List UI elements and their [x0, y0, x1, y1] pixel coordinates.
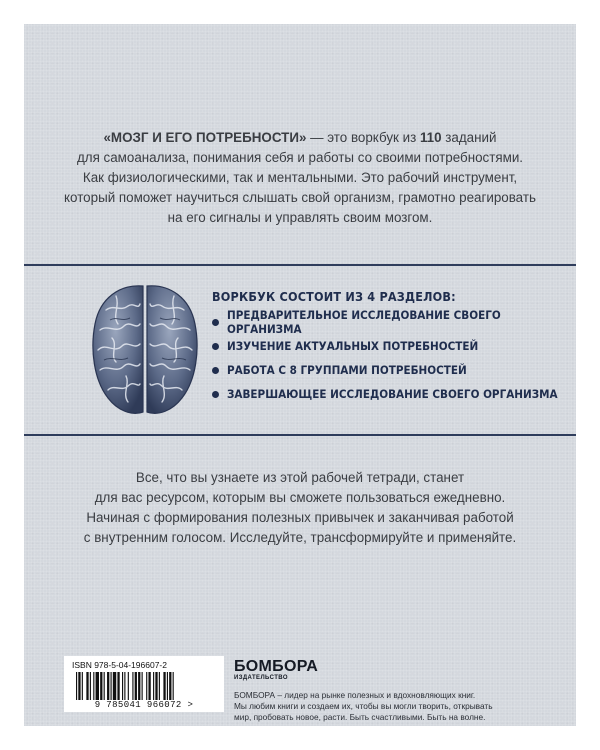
barcode-bar — [107, 672, 109, 700]
bullet-icon — [212, 391, 219, 398]
barcode-bar — [86, 672, 88, 700]
intro-line-5: на его сигналы и управлять своим мозгом. — [167, 210, 433, 225]
publisher-description — [234, 690, 534, 723]
barcode-bar — [104, 672, 105, 700]
publisher-logo — [234, 658, 318, 681]
barcode-bar — [148, 672, 150, 700]
intro-line-3: Как физиологическими, так и ментальными. Это рабочий инструмент, — [82, 170, 518, 185]
barcode-bar — [163, 672, 165, 700]
barcode-digits: 9 785041 966072 > — [94, 700, 194, 710]
section-item-4: ЗАВЕРШАЮЩЕЕ ИССЛЕДОВАНИЕ СВОЕГО ОРГАНИЗМА — [227, 387, 558, 401]
barcode-bar — [113, 672, 116, 700]
outro-line-4: с внутренним голосом. Исследуйте, трансформируйте и применяйте. — [83, 530, 517, 545]
isbn-label: ISBN 978-5-04-196607-2 — [72, 660, 167, 670]
publisher-subtitle: ИЗДАТЕЛЬСТВО — [234, 675, 288, 681]
publisher-desc-line-1: БОМБОРА – лидер на рынке полезных и вдохновляющих книг. — [234, 690, 476, 700]
barcode-bar — [146, 672, 147, 700]
barcode-bars — [68, 672, 220, 700]
barcode-bar — [117, 672, 119, 700]
task-count: 110 — [419, 130, 442, 145]
publisher-desc-line-2: Мы любим книги и создаем их, чтобы вы могли творить, открывать — [234, 701, 493, 711]
outro-line-2: для вас ресурсом, которым вы сможете пользоваться ежедневно. — [94, 490, 506, 505]
bottom-divider — [24, 434, 576, 436]
barcode-bar — [128, 672, 129, 700]
outro-paragraph — [64, 468, 536, 548]
top-divider — [24, 264, 576, 266]
barcode-bar — [132, 672, 133, 700]
barcode-bar — [96, 672, 99, 700]
barcode-bar — [82, 672, 83, 700]
barcode-bar — [142, 672, 143, 700]
section-item-1: ПРЕДВАРИТЕЛЬНОЕ ИССЛЕДОВАНИЕ СВОЕГО ОРГАНИЗМА — [227, 308, 501, 336]
sections-title: ВОРКБУК СОСТОИТ ИЗ 4 РАЗДЕЛОВ: — [212, 289, 456, 304]
section-item-2: ИЗУЧЕНИЕ АКТУАЛЬНЫХ ПОТРЕБНОСТЕЙ — [227, 339, 479, 353]
intro-line-1-text: — это воркбук из — [306, 130, 420, 145]
list-item — [212, 358, 576, 382]
barcode-bar — [138, 672, 140, 700]
outro-line-1: Все, что вы узнаете из этой рабочей тетради, станет — [135, 470, 465, 485]
bullet-icon — [212, 343, 219, 350]
list-item — [212, 334, 576, 358]
barcode-bar — [167, 672, 168, 700]
back-cover — [24, 24, 576, 726]
barcode-bar — [124, 672, 125, 700]
intro-line-4: который поможет научиться слышать свой организм, грамотно реагировать — [64, 190, 536, 205]
barcode-bar — [155, 672, 157, 700]
barcode-bar — [169, 672, 171, 700]
intro-line-2: для самоанализа, понимания себя и работы со своими потребностями. — [76, 150, 524, 165]
publisher-name: БОМБОРА — [234, 658, 319, 675]
barcode-bar — [78, 672, 80, 700]
list-item — [212, 310, 576, 334]
barcode-bar — [122, 672, 123, 700]
intro-line-1 — [64, 128, 536, 148]
barcode-bar — [76, 672, 77, 700]
intro-paragraph — [64, 128, 536, 228]
intro-line-1-end: заданий — [441, 130, 497, 145]
barcode-bar — [173, 672, 174, 700]
barcode-bar — [90, 672, 91, 700]
barcode-bar — [153, 672, 154, 700]
barcode-bar — [100, 672, 102, 700]
list-item — [212, 382, 576, 406]
barcode-bar — [159, 672, 160, 700]
sections-list — [212, 310, 576, 406]
barcode-bar — [111, 672, 112, 700]
outro-line-3: Начиная с формирования полезных привычек и заканчивая работой — [86, 510, 514, 525]
barcode-bar — [135, 672, 137, 700]
brain-icon — [86, 280, 204, 420]
bullet-icon — [212, 367, 219, 374]
barcode-bar — [93, 672, 94, 700]
book-title: «МОЗГ И ЕГО ПОТРЕБНОСТИ» — [103, 130, 307, 145]
section-item-3: РАБОТА С 8 ГРУППАМИ ПОТРЕБНОСТЕЙ — [227, 363, 467, 377]
bullet-icon — [212, 319, 219, 326]
publisher-desc-line-3: мир, пробовать новое, расти. Быть счастливыми. Быть на волне. — [234, 712, 486, 722]
barcode — [64, 656, 224, 712]
